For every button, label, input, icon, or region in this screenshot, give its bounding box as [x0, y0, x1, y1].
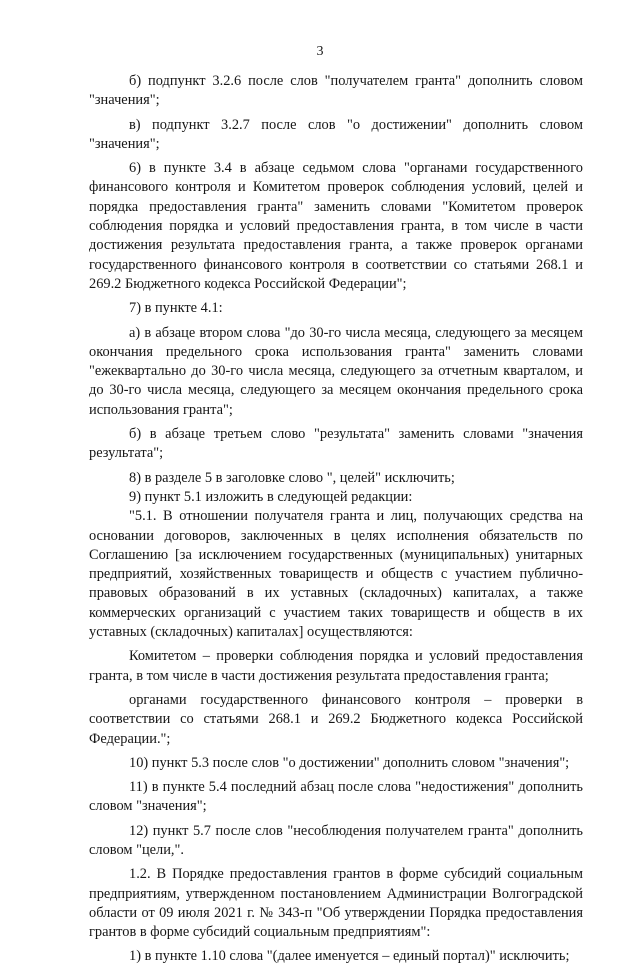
- paragraph: в) подпункт 3.2.7 после слов "о достижении" дополнить словом "значения";: [89, 116, 583, 152]
- paragraph: б) подпункт 3.2.6 после слов "получателем гранта" дополнить словом "значения";: [89, 73, 583, 109]
- paragraph: органами государственного финансового контроля – проверки в соответствии со статьями 268.1 и 269.2 Бюджетного кодекса Российской Федерации.";: [89, 691, 583, 747]
- paragraph: б) в абзаце третьем слово "результата" заменить словами "значения результата";: [89, 426, 583, 462]
- paragraph: Комитетом – проверки соблюдения порядка и условий предоставления гранта, в том числе в части достижения результата предоставления гранта;: [89, 648, 583, 684]
- paragraph: 1.2. В Порядке предоставления грантов в форме субсидий социальным предприятиям, утвержденном постановлением Администрации Волгоградской области от 09 июля 2021 г. № 343-п "Об утверждении Порядка предоставления грантов в форме субсидий социальным предприятиям":: [89, 866, 583, 941]
- paragraph: 12) пункт 5.7 после слов "несоблюдения получателем гранта" дополнить словом "цели,".: [89, 822, 583, 858]
- paragraph: 10) пункт 5.3 после слов "о достижении" дополнить словом "значения";: [129, 754, 570, 771]
- paragraph: 8) в разделе 5 в заголовке слово ", целей" исключить;: [129, 469, 455, 486]
- paragraph: 1) в пункте 1.10 слова "(далее именуется – единый портал)" исключить;: [129, 948, 570, 965]
- paragraph: "5.1. В отношении получателя гранта и лиц, получающих средства на основании договоров, заключенных в целях исполнения обязательств по Соглашению [за исключением государственных (муниципальных) унитарных предприятий, хозяйственных товариществ и обществ с участием публично-правовых образований в их уставных (складочных) капиталах, а также коммерческих организаций с участием таких товариществ и обществ в их уставных (складочных) капиталах] осуществляются:: [89, 508, 583, 641]
- paragraph: 7) в пункте 4.1:: [129, 300, 223, 317]
- document-body: [89, 72, 583, 967]
- paragraph: 9) пункт 5.1 изложить в следующей редакции:: [129, 488, 413, 505]
- paragraph: 6) в пункте 3.4 в абзаце седьмом слова "органами государственного финансового контроля и Комитетом проверок соблюдения условий, целей и порядка предоставления гранта" заменить словами "Комитетом проверок соблюдения порядка и условий предоставления гранта, в том числе в части достижения результата предоставления гранта, а также проверок органами государственного финансового контроля в соответствии со статьями 268.1 и 269.2 Бюджетного кодекса Российской Федерации";: [89, 160, 583, 292]
- page-number: 3: [316, 44, 324, 59]
- paragraph: 11) в пункте 5.4 последний абзац после слова "недостижения" дополнить словом "значения";: [89, 779, 583, 815]
- paragraph: а) в абзаце втором слова "до 30-го числа месяца, следующего за месяцем окончания предельного срока использования гранта" заменить словами "ежеквартально до 30-го числа месяца, следующего за отчетным кварталом, и до 30-го числа месяца, следующего за месяцем окончания предельного срока использования гранта";: [89, 324, 583, 418]
